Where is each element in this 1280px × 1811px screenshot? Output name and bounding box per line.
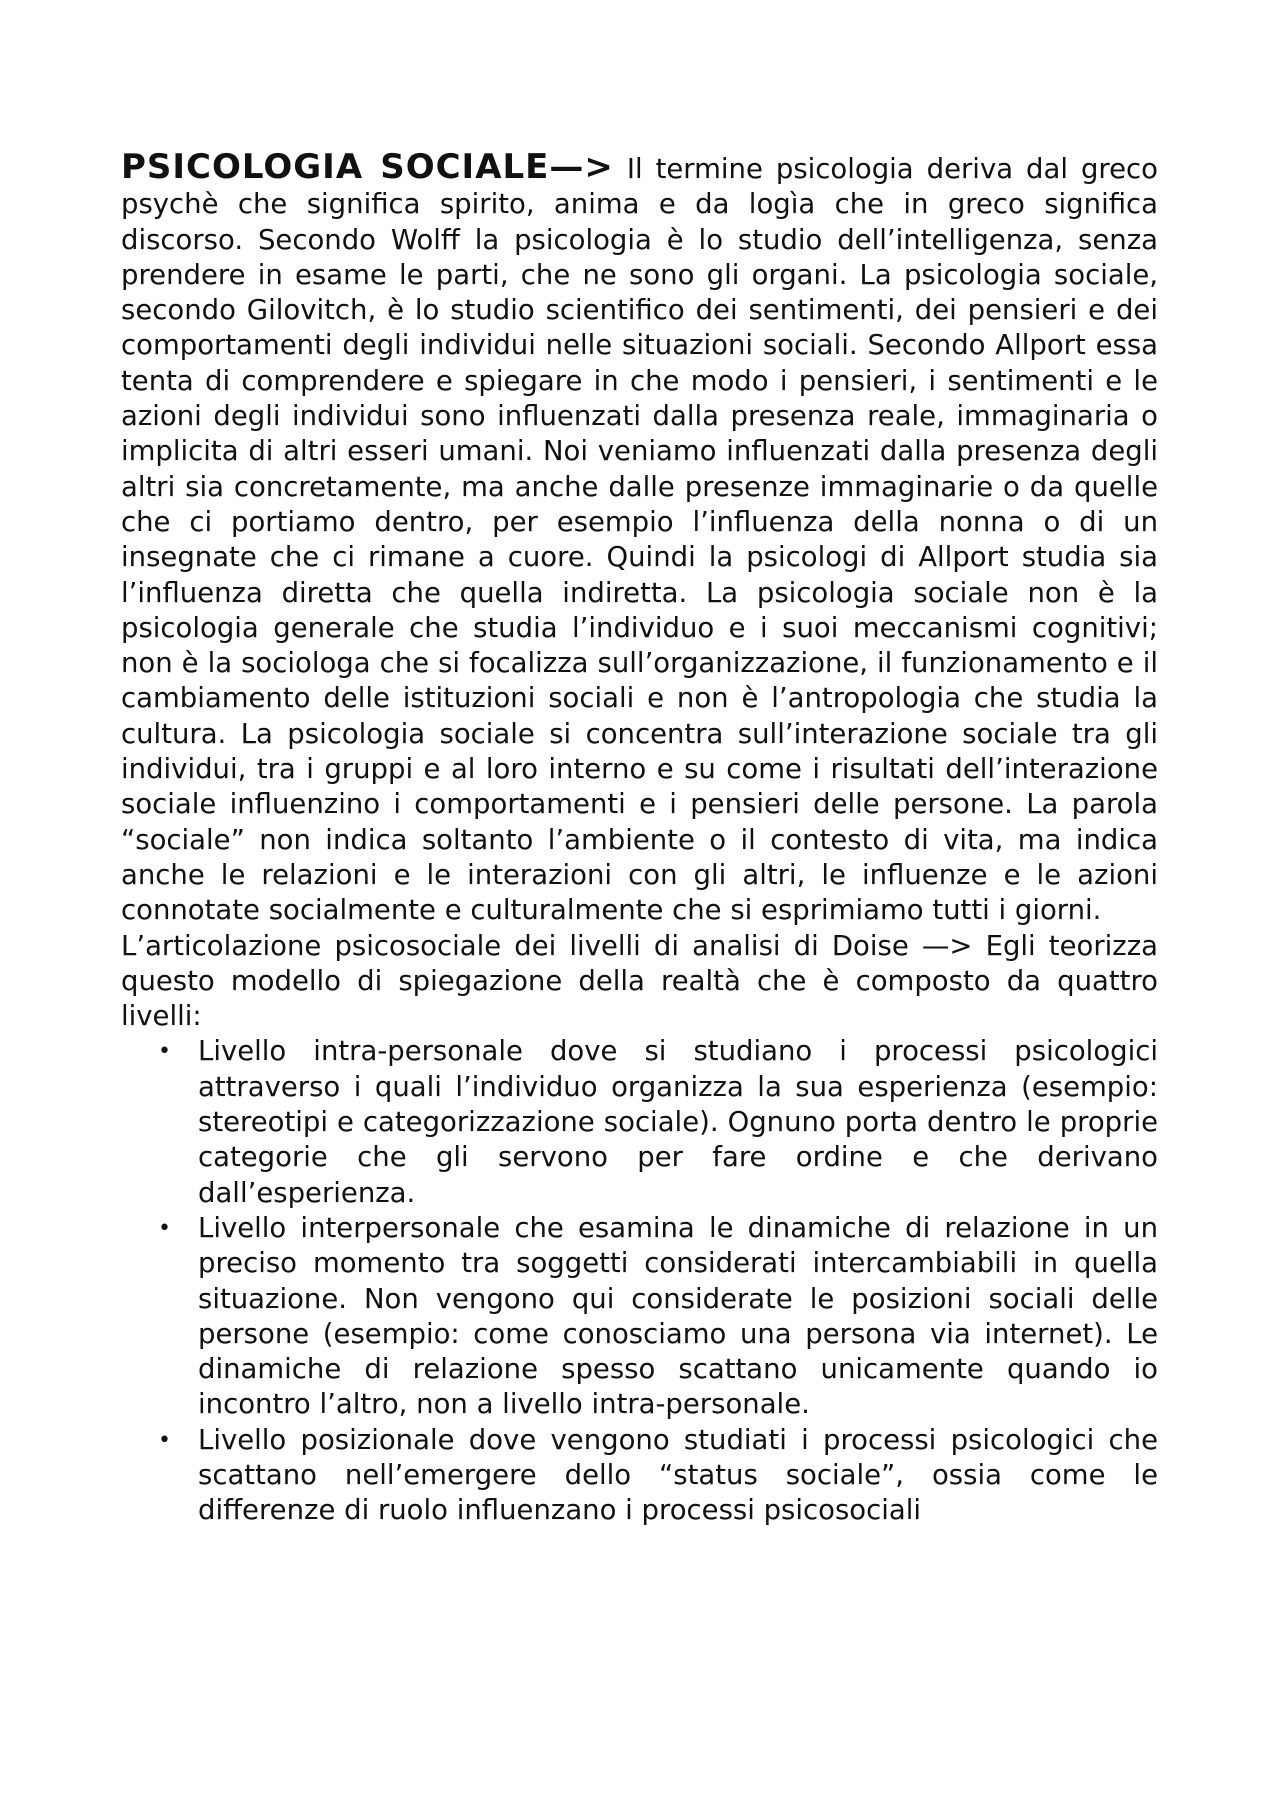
title-arrow: —> [549,147,614,187]
bullet-icon: • [158,1427,171,1453]
document-page [121,147,1158,1529]
bullet-icon: • [158,1215,171,1241]
levels-list [121,1034,1158,1528]
intro-text: Il termine psicologia deriva dal greco psychè che significa spirito, anima e da logìa che in greco significa discorso. Secondo Wolff la psicologia è lo studio dell’intelligenza, senza prendere in esame le parti, che ne sono gli organi. La psicologia sociale, secondo Gilovitch, è lo studio scientifico dei sentimenti, dei pensieri e dei comportamenti degli individui nelle situazioni sociali. Secondo Allport essa tenta di comprendere e spiegare in che modo i pensieri, i sentimenti e le azioni degli individui sono influenzati dalla presenza reale, immaginaria o implicita di altri esseri umani. Noi veniamo influenzati dalla presenza degli altri sia concretamente, ma anche dalle presenze immaginarie o da quelle che ci portiamo dentro, per esempio l’influenza della nonna o di un insegnate che ci rimane a cuore. Quindi la psicologi di Allport studia sia l’influenza diretta che quella indiretta. La psicologia sociale non è la psicologia generale che studia l’individuo e i suoi meccanismi cognitivi; non è la sociologa che si focalizza sull’organizzazione, il funzionamento e il cambiamento delle istituzioni sociali e non è l’antropologia che studia la cultura. La psicologia sociale si concentra sull’interazione sociale tra gli individui, tra i gruppi e al loro interno e su come i risultati dell’interazione sociale influenzino i comportamenti e i pensieri delle persone. La parola “sociale” non indica soltanto l’ambiente o il contesto di vita, ma indica anche le relazioni e le interazioni con gli altri, le influenze e le azioni connotate socialmente e culturalmente che si esprimiamo tutti i giorni. [121,153,1158,927]
doise-paragraph: L’articolazione psicosociale dei livelli di analisi di Doise —> Egli teorizza questo modello di spiegazione della realtà che è composto da quattro livelli: [121,929,1158,1033]
list-item [158,1423,1158,1529]
bullet-icon: • [158,1039,171,1065]
list-item-text: Livello interpersonale che esamina le dinamiche di relazione in un preciso momento tra soggetti considerati intercambiabili in quella situazione. Non vengono qui considerate le posizioni sociali delle persone (esempio: come conosciamo una persona via internet). Le dinamiche di relazione spesso scattano unicamente quando io incontro l’altro, non a livello intra-personale. [198,1211,1158,1421]
intro-paragraph [121,147,1158,929]
list-item [158,1211,1158,1423]
document-title: PSICOLOGIA SOCIALE [121,147,550,187]
list-item-text: Livello posizionale dove vengono studiati i processi psicologici che scattano nell’emergere dello “status sociale”, ossia come le differenze di ruolo influenzano i processi psicosociali [198,1423,1158,1527]
list-item [158,1034,1158,1210]
list-item-text: Livello intra-personale dove si studiano i processi psicologici attraverso i quali l’individuo organizza la sua esperienza (esempio: stereotipi e categorizzazione sociale). Ognuno porta dentro le proprie categorie che gli servono per fare ordine e che derivano dall’esperienza. [198,1035,1158,1209]
